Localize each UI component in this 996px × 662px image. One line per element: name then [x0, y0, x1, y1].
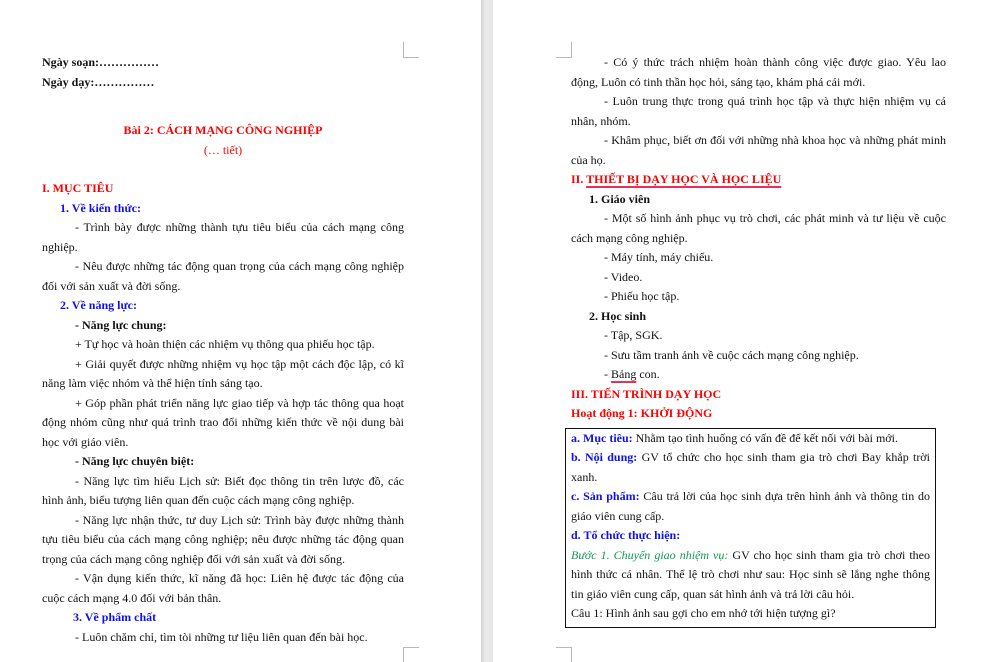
label: Bước 1. Chuyển giao nhiệm vụ: — [571, 547, 729, 562]
giao-vien-heading: 1. Giáo viên — [589, 191, 651, 206]
paragraph: - Một số hình ảnh phục vụ trò chơi, các phát minh và tư liệu về cuộc cách mạng công nghiệp. — [571, 211, 946, 245]
paragraph: - Tập, SGK. — [604, 328, 663, 342]
section-2-number: II. — [571, 172, 587, 186]
paragraph: + Giải quyết được những nhiệm vụ học tập một cách độc lập, có kĩ năng làm việc nhóm và thể hiện tính sáng tạo. — [42, 356, 404, 390]
text: GV cho học sinh tham gia trò chơi theo hình thức cá nhân. Thể lệ trò chơi như sau: Học sinh sẽ lắng nghe thông tin giáo viên cung cấp, quan sát hình ảnh và trả lời câu hỏi. — [571, 547, 931, 601]
spellcheck-word[interactable]: Bảng — [611, 367, 637, 381]
dash: - — [604, 367, 611, 381]
ngay-day: Ngày dạy:…………… — [42, 74, 155, 89]
box-muc-tieu — [571, 429, 930, 449]
document-page-1 — [0, 0, 481, 662]
paragraph: + Tự học và hoàn thiện các nhiệm vụ thông qua phiếu học tập. — [75, 337, 375, 351]
section-2-heading — [571, 170, 946, 190]
text: GV tổ chức cho học sinh tham gia trò chơi Bay khắp trời xanh. — [571, 450, 930, 484]
paragraph: - Nêu được những tác động quan trọng của cách mạng công nghiệp đối với sản xuất và đời sống. — [42, 259, 404, 293]
nang-luc-chuyen-biet-heading: - Năng lực chuyên biệt: — [75, 454, 195, 468]
paragraph: - Vận dụng kiến thức, kĩ năng đã học: Liên hệ được tác động của cuộc cách mạng 4.0 đối với bản thân. — [42, 571, 404, 605]
paragraph — [571, 365, 946, 385]
paragraph: - Luôn trung thực trong quá trình học tập và thực hiện nhiệm vụ cá nhân, nhóm. — [571, 94, 946, 128]
margin-corner-mark — [556, 42, 572, 58]
box-step-1 — [571, 546, 930, 605]
page-2-body[interactable] — [571, 53, 946, 628]
text: Nhằm tạo tình huống có vấn đề để kết nối với bài mới. — [632, 430, 898, 445]
paragraph: - Sưu tầm tranh ảnh về cuộc cách mạng công nghiệp. — [604, 347, 859, 362]
paragraph: - Video. — [604, 269, 643, 284]
activity-1-heading: Hoạt động 1: KHỞI ĐỘNG — [571, 406, 713, 420]
paragraph: - Phiếu học tập. — [604, 289, 680, 303]
paragraph: - Có ý thức trách nhiệm hoàn thành công việc được giao. Yêu lao động, Luôn có tinh thần học hỏi, sáng tạo, khám phá cái mới. — [571, 55, 946, 89]
text: Câu trả lời của học sinh dựa trên hình ảnh và thông tin do giáo viên cung cấp. — [571, 489, 930, 523]
box-noi-dung — [571, 448, 930, 487]
paragraph: - Máy tính, máy chiếu. — [604, 250, 714, 264]
section-3-heading: III. TIẾN TRÌNH DẠY HỌC — [571, 386, 722, 401]
paragraph: + Góp phần phát triển năng lực giao tiếp và hợp tác thông qua hoạt động nhóm cũng như quá trình trao đổi những kiến thức về nội dung bài học với giáo viên. — [42, 395, 404, 449]
box-san-pham — [571, 487, 930, 526]
label: c. Sản phẩm: — [571, 489, 640, 503]
box-question-1: Câu 1: Hình ảnh sau gợi cho em nhớ tới hiện tượng gì? — [571, 606, 836, 620]
margin-corner-mark — [556, 647, 572, 662]
label: a. Mục tiêu: — [571, 430, 633, 445]
paragraph: - Khâm phục, biết ơn đối với những nhà khoa học và những phát minh của họ. — [571, 133, 946, 167]
section-1-heading: I. MỤC TIÊU — [42, 181, 114, 195]
section-2-title: THIẾT BỊ DẠY HỌC VÀ HỌC LIỆU — [586, 172, 782, 186]
ngay-soan: Ngày soạn:…………… — [42, 55, 160, 69]
pham-chat-heading: 3. Về phẩm chất — [73, 610, 157, 624]
text: con. — [636, 367, 660, 381]
paragraph: - Năng lực nhận thức, tư duy Lịch sử: Trình bày được những thành tựu tiêu biểu của cách mạng công nghiệp; nêu được những tác động quan trọng của cách mạng công nghiệp đối với sản xuất và đời sống. — [42, 512, 404, 566]
document-page-2 — [493, 0, 996, 662]
nang-luc-heading: 2. Về năng lực: — [60, 298, 137, 312]
hoc-sinh-heading: 2. Học sinh — [589, 308, 647, 323]
kien-thuc-heading: 1. Về kiến thức: — [60, 200, 141, 215]
nang-luc-chung-heading: - Năng lực chung: — [75, 317, 167, 332]
lesson-title: Bài 2: CÁCH MẠNG CÔNG NGHIỆP — [123, 123, 323, 137]
margin-corner-mark — [403, 42, 419, 58]
paragraph: - Trình bày được những thành tựu tiêu biểu của cách mạng công nghiệp. — [42, 220, 404, 254]
margin-corner-mark — [403, 647, 419, 662]
box-to-chuc-heading: d. Tổ chức thực hiện: — [571, 528, 681, 542]
lesson-subtitle: (… tiết) — [203, 142, 243, 157]
page-1-body[interactable] — [42, 53, 404, 647]
label: b. Nội dung: — [571, 450, 638, 464]
paragraph: - Năng lực tìm hiểu Lịch sử: Biết đọc thông tin trên lược đồ, các hình ảnh, biểu tượng liên quan đến cuộc cách mạng công nghiệp. — [42, 473, 404, 507]
paragraph: - Luôn chăm chỉ, tìm tòi những tư liệu liên quan đến bài học. — [75, 629, 368, 644]
activity-1-box — [565, 428, 936, 628]
page-gap — [481, 0, 493, 662]
